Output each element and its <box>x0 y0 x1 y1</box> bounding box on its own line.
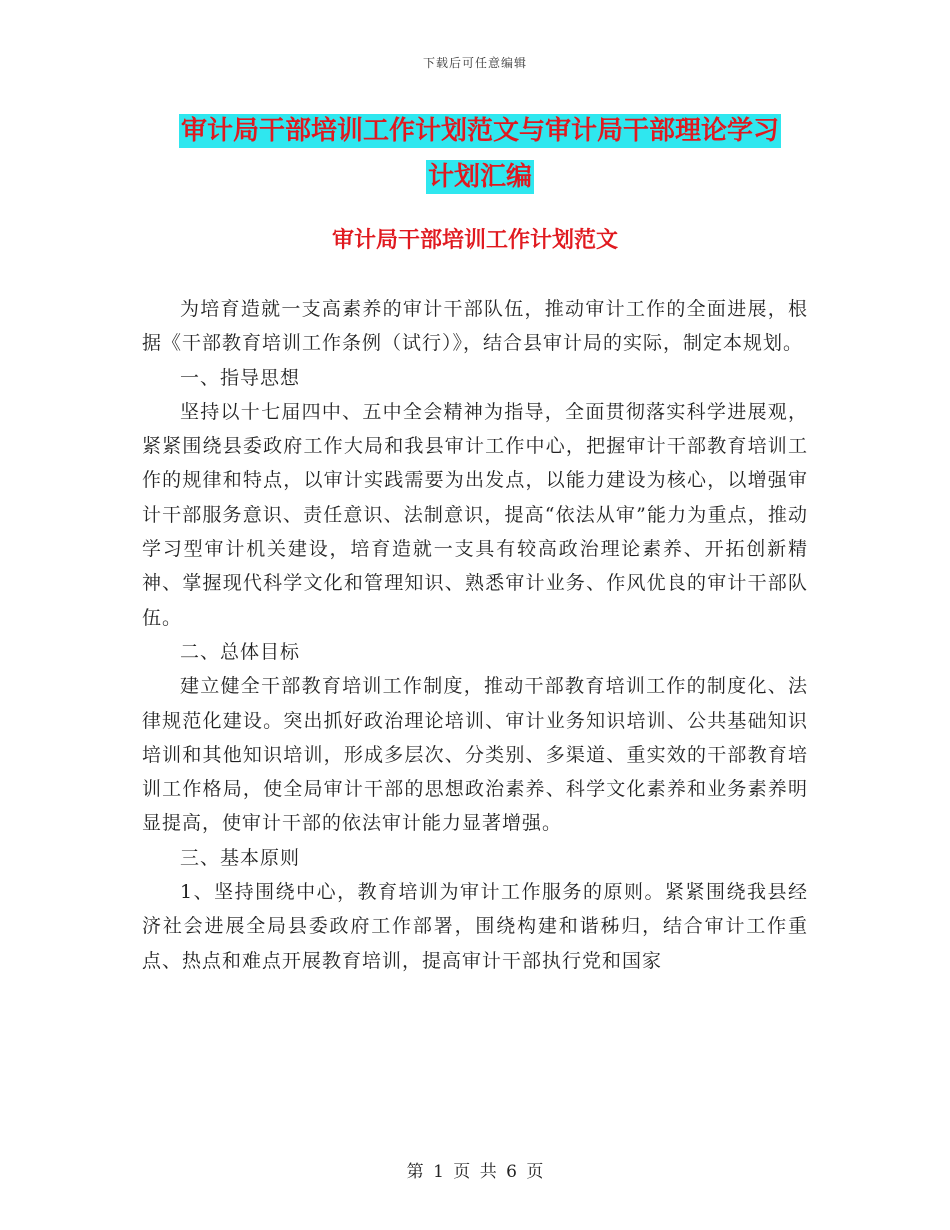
document-body <box>142 292 808 978</box>
heading-overall-goal: 二、总体目标 <box>180 640 301 663</box>
page-footer: 第 1 页 共 6 页 <box>406 1162 544 1182</box>
title-line-1: 审计局干部培训工作计划范文与审计局干部理论学习 <box>180 116 779 146</box>
section-title: 审计局干部培训工作计划范文 <box>331 228 618 253</box>
header-note: 下载后可任意编辑 <box>422 56 527 70</box>
heading-guiding-ideology: 一、指导思想 <box>180 366 301 389</box>
document-title <box>140 108 820 200</box>
overall-goal-paragraph: 建立健全干部教育培训工作制度，推动干部教育培训工作的制度化、法律规范化建设。突出抓好政治理论培训、审计业务知识培训、公共基础知识培训和其他知识培训，形成多层次、分类别、多渠道、重实效的干部教育培训工作格局，使全局审计干部的思想政治素养、科学文化素养和业务素养明显提高，使审计干部的依法审计能力显著增强。 <box>142 675 808 835</box>
intro-paragraph: 为培育造就一支高素养的审计干部队伍，推动审计工作的全面进展，根据《干部教育培训工作条例（试行）》，结合县审计局的实际，制定本规划。 <box>142 298 808 355</box>
title-line-2: 计划汇编 <box>427 162 532 192</box>
guiding-ideology-paragraph: 坚持以十七届四中、五中全会精神为指导，全面贯彻落实科学进展观，紧紧围绕县委政府工作大局和我县审计工作中心，把握审计干部教育培训工作的规律和特点，以审计实践需要为出发点，以能力建设为核心，以增强审计干部服务意识、责任意识、法制意识，提高“依法从审”能力为重点，推动学习型审计机关建设，培育造就一支具有较高政治理论素养、开拓创新精神、掌握现代科学文化和管理知识、熟悉审计业务、作风优良的审计干部队伍。 <box>142 400 808 629</box>
principle-1-paragraph: 1、坚持围绕中心，教育培训为审计工作服务的原则。紧紧围绕我县经济社会进展全局县委政府工作部署，围绕构建和谐秭归，结合审计工作重点、热点和难点开展教育培训，提高审计干部执行党和国家 <box>142 881 808 972</box>
heading-basic-principles: 三、基本原则 <box>180 846 301 869</box>
